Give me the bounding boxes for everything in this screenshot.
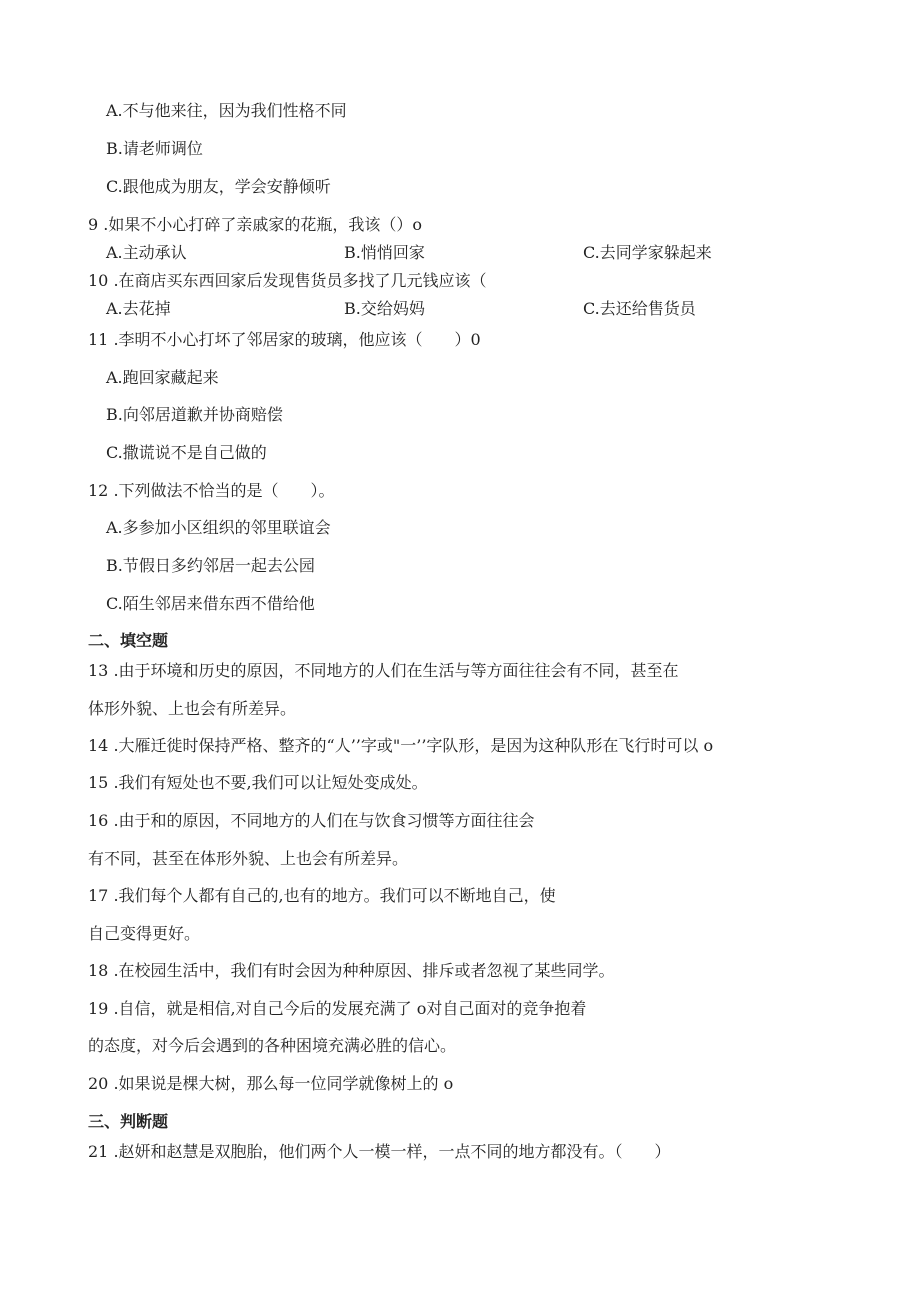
q9-options — [106, 243, 806, 263]
q16-line1: 16 .由于和的原因，不同地方的人们在与饮食习惯等方面往往会 — [88, 811, 535, 830]
q18: 18 .在校园生活中，我们有时会因为种种原因、排斥或者忽视了某些同学。 — [88, 961, 615, 980]
q11-option-b: B.向邻居道歉并协商赔偿 — [106, 405, 283, 424]
q10-stem: 10 .在商店买东西回家后发现售货员多找了几元钱应该（ — [88, 271, 487, 290]
q21: 21 .赵妍和赵慧是双胞胎，他们两个人一模一样，一点不同的地方都没有。（ ） — [88, 1142, 671, 1161]
q13-line1: 13 .由于环境和历史的原因，不同地方的人们在生活与等方面往往会有不同，甚至在 — [88, 661, 679, 680]
q9-option-b: B.悄悄回家 — [344, 243, 425, 262]
q19-line2: 的态度，对今后会遇到的各种困境充满必胜的信心。 — [88, 1036, 457, 1055]
q16-line2: 有不同，甚至在体形外貌、上也会有所差异。 — [88, 849, 409, 868]
q15: 15 .我们有短处也不要,我们可以让短处变成处。 — [88, 773, 428, 792]
q8-option-a: A.不与他来往，因为我们性格不同 — [106, 101, 347, 120]
q13-line2: 体形外貌、上也会有所差异。 — [88, 699, 297, 718]
q8-option-c: C.跟他成为朋友，学会安静倾听 — [106, 177, 331, 196]
section-true-false-heading: 三、判断题 — [88, 1112, 169, 1131]
q12-stem: 12 .下列做法不恰当的是（ ）。 — [88, 481, 335, 500]
q14: 14 .大雁迁徙时保持严格、整齐的“人’’字或"一’’字队形，是因为这种队形在飞行时可以 o — [88, 736, 714, 755]
q9-stem: 9 .如果不小心打碎了亲戚家的花瓶，我该（）o — [88, 215, 422, 234]
q17-line1: 17 .我们每个人都有自己的,也有的地方。我们可以不断地自己，使 — [88, 886, 556, 905]
q20: 20 .如果说是棵大树，那么每一位同学就像树上的 o — [88, 1074, 454, 1093]
q11-option-c: C.撒谎说不是自己做的 — [106, 443, 267, 462]
q10-option-c: C.去还给售货员 — [583, 299, 696, 318]
q11-option-a: A.跑回家藏起来 — [106, 368, 219, 387]
q17-line2: 自己变得更好。 — [88, 924, 201, 943]
q19-line1: 19 .自信，就是相信,对自己今后的发展充满了 o对自己面对的竞争抱着 — [88, 999, 587, 1018]
q12-option-a: A.多参加小区组织的邻里联谊会 — [106, 518, 331, 537]
q9-option-c: C.去同学家躲起来 — [583, 243, 712, 262]
q10-option-b: B.交给妈妈 — [344, 299, 425, 318]
q8-option-b: B.请老师调位 — [106, 139, 203, 158]
q9-option-a: A.主动承认 — [106, 243, 187, 262]
section-fill-blank-heading: 二、填空题 — [88, 631, 169, 650]
q10-option-a: A.去花掉 — [106, 299, 171, 318]
q10-options — [106, 299, 806, 319]
q11-stem: 11 .李明不小心打坏了邻居家的玻璃，他应该（ ）0 — [88, 330, 481, 349]
q12-option-c: C.陌生邻居来借东西不借给他 — [106, 594, 315, 613]
q12-option-b: B.节假日多约邻居一起去公园 — [106, 556, 315, 575]
